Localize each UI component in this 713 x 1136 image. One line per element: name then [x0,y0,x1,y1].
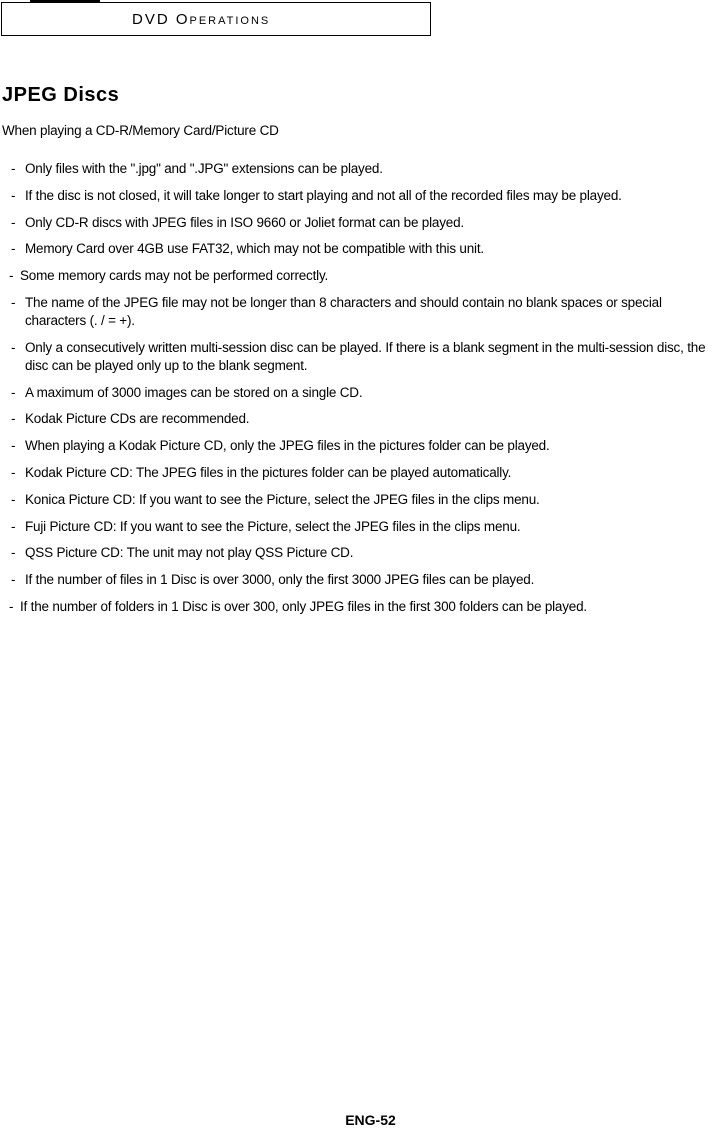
list-item-text: Fuji Picture CD: If you want to see the Picture, select the JPEG files in the clips menu. [25,518,521,534]
bullet-dash: - [11,545,16,561]
list-item-text: A maximum of 3000 images can be stored on a single CD. [25,384,363,400]
list-item [0,187,710,205]
list-item [0,571,710,589]
page-title: JPEG Discs [2,84,120,106]
list-item-text: Kodak Picture CDs are recommended. [25,411,250,427]
list-item [0,160,710,178]
list-item-text: If the number of files in 1 Disc is over 3000, only the first 3000 JPEG files can be played. [25,572,535,588]
list-item-text: Konica Picture CD: If you want to see the Picture, select the JPEG files in the clips menu. [25,491,540,507]
list-item [0,214,710,232]
page-number: ENG-52 [345,1112,396,1128]
list-item [0,384,710,402]
list-item-text: The name of the JPEG file may not be longer than 8 characters and should contain no blank spaces or special characters (. / = +). [25,294,662,328]
list-item [0,464,710,482]
bullet-dash: - [11,518,16,534]
bullet-dash: - [11,214,16,230]
list-item [0,491,710,509]
bullet-dash: - [9,598,14,614]
list-item [0,339,710,375]
list-item-text: When playing a Kodak Picture CD, only the JPEG files in the pictures folder can be played. [25,438,550,454]
list-item-text: Only a consecutively written multi-session disc can be played. If there is a blank segment in the multi-session disc, the disc can be played only up to the blank segment. [25,339,706,373]
bullet-dash: - [11,411,16,427]
bullet-dash: - [11,339,16,355]
list-item-text: Only CD-R discs with JPEG files in ISO 9660 or Joliet format can be played. [25,214,464,230]
intro-text: When playing a CD-R/Memory Card/Picture CD [2,123,279,138]
section-label: DVD Operations [132,10,271,28]
list-item [0,598,710,616]
list-item-text: If the disc is not closed, it will take longer to start playing and not all of the recorded files may be played. [25,187,622,203]
list-item [0,437,710,455]
list-item [0,410,710,428]
list-item [0,240,710,258]
list-item-text: Memory Card over 4GB use FAT32, which may not be compatible with this unit. [25,241,484,257]
list-item [0,544,710,562]
section-header [1,2,431,36]
bullet-dash: - [11,572,16,588]
bullet-dash: - [11,491,16,507]
bullet-dash: - [11,161,16,176]
list-item-text: Some memory cards may not be performed correctly. [20,268,329,284]
list-item [0,294,710,330]
bullet-dash: - [11,438,16,454]
list-item-text: If the number of folders in 1 Disc is over 300, only JPEG files in the first 300 folders can be played. [20,598,587,614]
bullet-list [0,160,710,625]
bullet-dash: - [11,241,16,257]
bullet-dash: - [11,464,16,480]
list-item-text: Only files with the ".jpg" and ".JPG" extensions can be played. [25,161,383,176]
bullet-dash: - [9,268,14,284]
list-item-text: Kodak Picture CD: The JPEG files in the pictures folder can be played automatically. [25,464,512,480]
list-item [0,518,710,536]
list-item-text: QSS Picture CD: The unit may not play QSS Picture CD. [25,545,354,561]
bullet-dash: - [11,384,16,400]
bullet-dash: - [11,294,16,310]
list-item [0,267,710,285]
bullet-dash: - [11,187,16,203]
